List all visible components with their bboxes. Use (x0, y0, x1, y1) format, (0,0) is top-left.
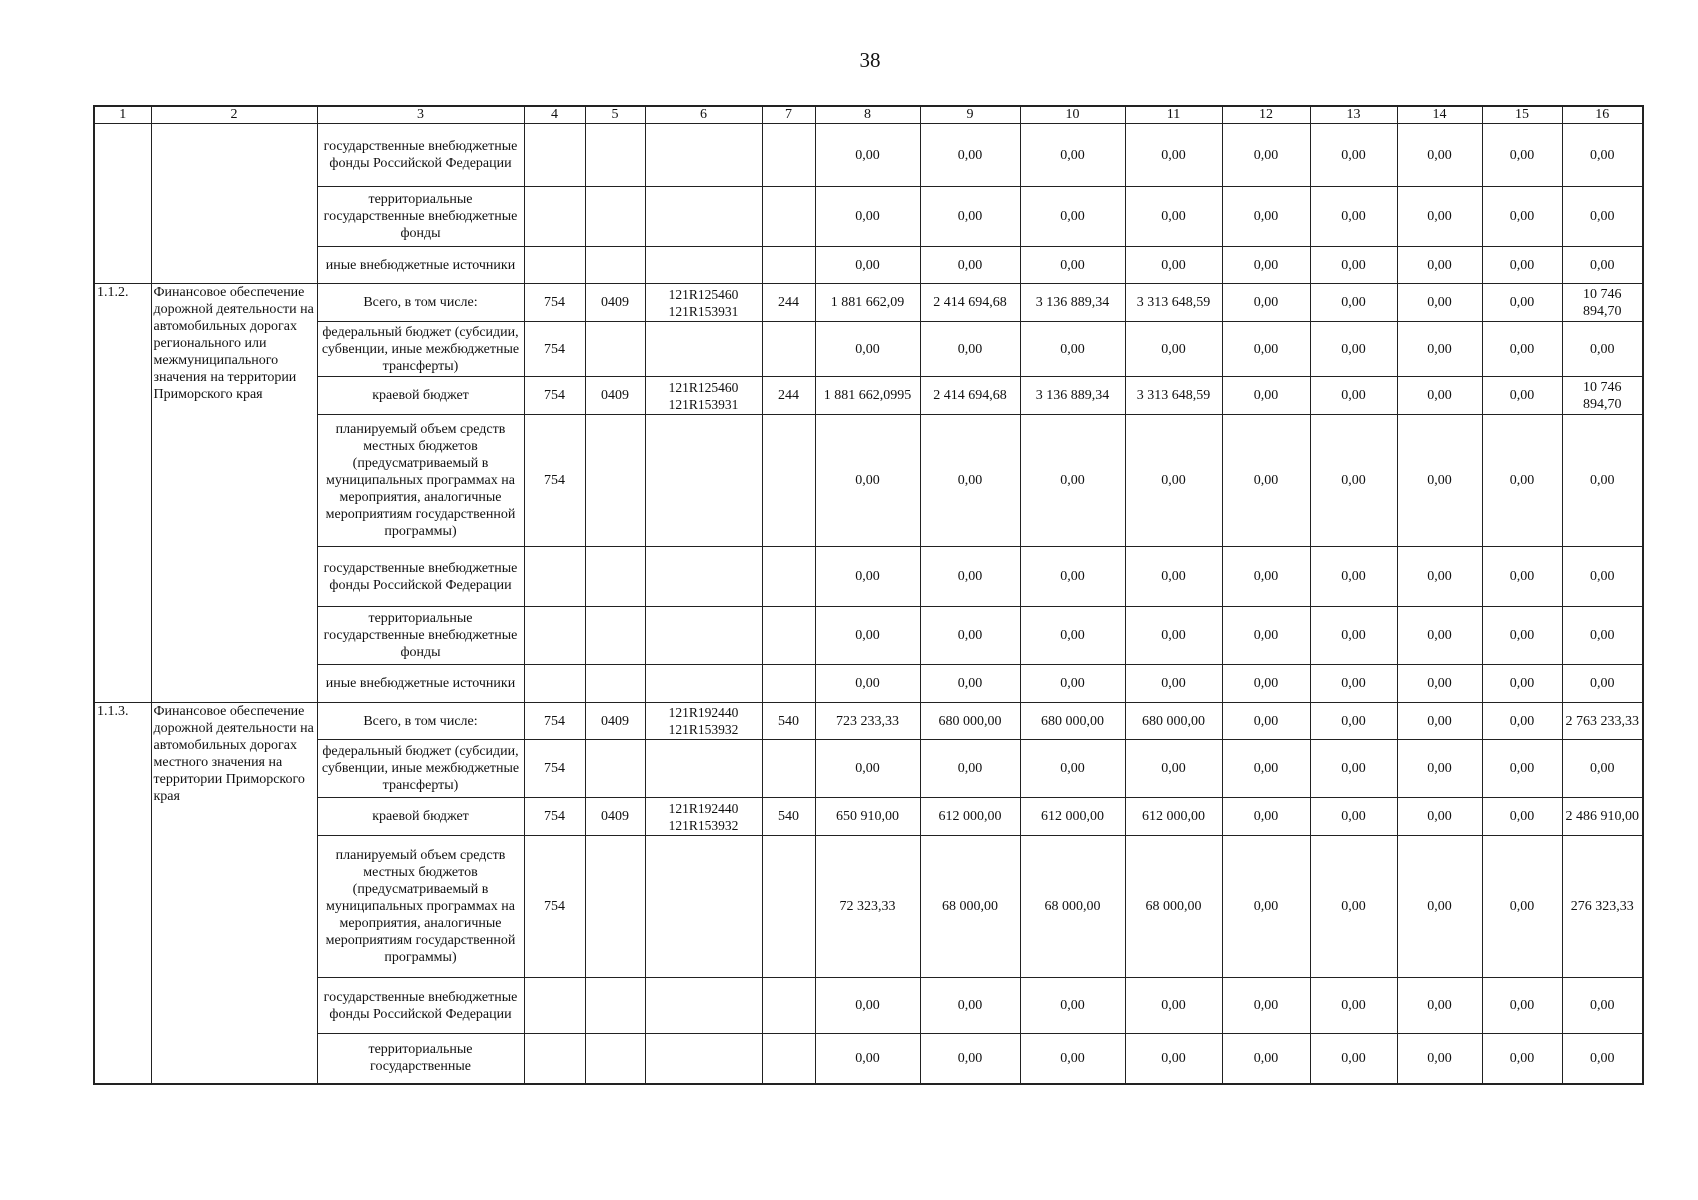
section-code (585, 1034, 645, 1084)
section-code (585, 665, 645, 703)
amount-cell: 0,00 (1482, 798, 1562, 836)
target-article-code (645, 1034, 762, 1084)
expense-type-code (762, 247, 815, 284)
amount-cell: 0,00 (1310, 740, 1397, 798)
section-code (585, 836, 645, 978)
expense-type-code (762, 187, 815, 247)
measure-name (151, 124, 317, 284)
amount-cell: 723 233,33 (815, 703, 920, 740)
amount-cell: 0,00 (920, 124, 1020, 187)
amount-cell: 0,00 (1562, 1034, 1643, 1084)
funding-source: территориальные государственные (317, 1034, 524, 1084)
amount-cell: 0,00 (1222, 377, 1310, 415)
measure-id (94, 124, 151, 284)
section-code (585, 124, 645, 187)
amount-cell: 0,00 (1020, 740, 1125, 798)
funding-source: краевой бюджет (317, 377, 524, 415)
funding-source: планируемый объем средств местных бюджетов (предусматриваемый в муниципальных программах на мероприятия, аналогичные мероприятиям государственной программы) (317, 836, 524, 978)
funding-source: Всего, в том числе: (317, 703, 524, 740)
amount-cell: 0,00 (815, 415, 920, 547)
admin-code (524, 1034, 585, 1084)
amount-cell: 68 000,00 (920, 836, 1020, 978)
amount-cell: 0,00 (920, 547, 1020, 607)
table-row (94, 377, 1643, 415)
amount-cell: 0,00 (1222, 607, 1310, 665)
admin-code (524, 978, 585, 1034)
amount-cell: 3 313 648,59 (1125, 284, 1222, 322)
amount-cell: 0,00 (1222, 124, 1310, 187)
amount-cell: 680 000,00 (1125, 703, 1222, 740)
amount-cell: 0,00 (1125, 665, 1222, 703)
admin-code: 754 (524, 284, 585, 322)
amount-cell: 0,00 (1310, 1034, 1397, 1084)
table-row (94, 978, 1643, 1034)
table-row (94, 740, 1643, 798)
expense-type-code: 540 (762, 798, 815, 836)
amount-cell: 3 313 648,59 (1125, 377, 1222, 415)
expense-type-code: 540 (762, 703, 815, 740)
amount-cell: 0,00 (1397, 703, 1482, 740)
amount-cell: 0,00 (1310, 547, 1397, 607)
funding-source: территориальные государственные внебюджетные фонды (317, 187, 524, 247)
amount-cell: 0,00 (920, 607, 1020, 665)
amount-cell: 0,00 (1125, 740, 1222, 798)
amount-cell: 0,00 (1482, 703, 1562, 740)
amount-cell: 0,00 (1397, 547, 1482, 607)
target-article-code: 121R125460 121R153931 (645, 377, 762, 415)
amount-cell: 0,00 (1310, 415, 1397, 547)
target-article-code (645, 547, 762, 607)
amount-cell: 0,00 (815, 665, 920, 703)
table-row (94, 284, 1643, 322)
column-header: 2 (151, 106, 317, 124)
amount-cell: 0,00 (1310, 124, 1397, 187)
section-code: 0409 (585, 798, 645, 836)
amount-cell: 0,00 (1020, 415, 1125, 547)
target-article-code (645, 740, 762, 798)
funding-source: иные внебюджетные источники (317, 247, 524, 284)
target-article-code (645, 322, 762, 377)
funding-source: иные внебюджетные источники (317, 665, 524, 703)
amount-cell: 0,00 (1020, 547, 1125, 607)
funding-source: Всего, в том числе: (317, 284, 524, 322)
section-code (585, 415, 645, 547)
amount-cell: 0,00 (1222, 703, 1310, 740)
amount-cell: 0,00 (1310, 703, 1397, 740)
measure-name: Финансовое обеспечение дорожной деятельности на автомобильных дорогах регионального или межмуниципального значения на территории Приморского края (151, 284, 317, 703)
amount-cell: 0,00 (1397, 284, 1482, 322)
amount-cell: 0,00 (920, 247, 1020, 284)
section-code: 0409 (585, 284, 645, 322)
amount-cell: 0,00 (1310, 665, 1397, 703)
expense-type-code (762, 607, 815, 665)
amount-cell: 0,00 (1125, 322, 1222, 377)
amount-cell: 0,00 (1482, 836, 1562, 978)
column-header: 14 (1397, 106, 1482, 124)
funding-source: планируемый объем средств местных бюджетов (предусматриваемый в муниципальных программах на мероприятия, аналогичные мероприятиям государственной программы) (317, 415, 524, 547)
admin-code: 754 (524, 322, 585, 377)
budget-table (93, 105, 1644, 1085)
admin-code: 754 (524, 703, 585, 740)
amount-cell: 680 000,00 (1020, 703, 1125, 740)
amount-cell: 0,00 (1562, 607, 1643, 665)
amount-cell: 2 486 910,00 (1562, 798, 1643, 836)
amount-cell: 0,00 (1310, 798, 1397, 836)
column-header: 9 (920, 106, 1020, 124)
amount-cell: 612 000,00 (1125, 798, 1222, 836)
target-article-code (645, 247, 762, 284)
amount-cell: 0,00 (1310, 836, 1397, 978)
amount-cell: 0,00 (1397, 377, 1482, 415)
amount-cell: 2 763 233,33 (1562, 703, 1643, 740)
table-row (94, 607, 1643, 665)
section-code (585, 187, 645, 247)
amount-cell: 0,00 (920, 415, 1020, 547)
amount-cell: 0,00 (1482, 187, 1562, 247)
funding-source: территориальные государственные внебюджетные фонды (317, 607, 524, 665)
measure-id: 1.1.3. (94, 703, 151, 1084)
amount-cell: 0,00 (1397, 124, 1482, 187)
amount-cell: 0,00 (1222, 415, 1310, 547)
table-row (94, 1034, 1643, 1084)
section-code (585, 322, 645, 377)
table-row (94, 124, 1643, 187)
amount-cell: 0,00 (1125, 187, 1222, 247)
amount-cell: 2 414 694,68 (920, 377, 1020, 415)
admin-code: 754 (524, 836, 585, 978)
admin-code: 754 (524, 377, 585, 415)
expense-type-code (762, 978, 815, 1034)
funding-source: государственные внебюджетные фонды Российской Федерации (317, 547, 524, 607)
amount-cell: 612 000,00 (920, 798, 1020, 836)
amount-cell: 2 414 694,68 (920, 284, 1020, 322)
amount-cell: 0,00 (1397, 322, 1482, 377)
amount-cell: 0,00 (1020, 247, 1125, 284)
expense-type-code: 244 (762, 377, 815, 415)
admin-code (524, 547, 585, 607)
amount-cell: 1 881 662,0995 (815, 377, 920, 415)
amount-cell: 0,00 (1397, 740, 1482, 798)
section-code (585, 607, 645, 665)
expense-type-code (762, 836, 815, 978)
amount-cell: 0,00 (1222, 665, 1310, 703)
section-code: 0409 (585, 703, 645, 740)
amount-cell: 0,00 (920, 978, 1020, 1034)
column-header: 1 (94, 106, 151, 124)
expense-type-code (762, 547, 815, 607)
amount-cell: 0,00 (1562, 740, 1643, 798)
expense-type-code (762, 322, 815, 377)
table-row (94, 187, 1643, 247)
funding-source: федеральный бюджет (субсидии, субвенции, иные межбюджетные трансферты) (317, 740, 524, 798)
amount-cell: 0,00 (1125, 415, 1222, 547)
amount-cell: 1 881 662,09 (815, 284, 920, 322)
amount-cell: 0,00 (1222, 740, 1310, 798)
amount-cell: 276 323,33 (1562, 836, 1643, 978)
amount-cell: 0,00 (1482, 547, 1562, 607)
admin-code: 754 (524, 740, 585, 798)
amount-cell: 612 000,00 (1020, 798, 1125, 836)
amount-cell: 0,00 (1397, 1034, 1482, 1084)
column-header: 10 (1020, 106, 1125, 124)
column-header: 13 (1310, 106, 1397, 124)
admin-code (524, 607, 585, 665)
admin-code: 754 (524, 798, 585, 836)
target-article-code (645, 836, 762, 978)
amount-cell: 0,00 (1310, 978, 1397, 1034)
target-article-code (645, 665, 762, 703)
table-row (94, 836, 1643, 978)
amount-cell: 0,00 (815, 247, 920, 284)
target-article-code (645, 187, 762, 247)
amount-cell: 0,00 (1310, 247, 1397, 284)
amount-cell: 0,00 (1482, 978, 1562, 1034)
column-header: 4 (524, 106, 585, 124)
column-header: 6 (645, 106, 762, 124)
target-article-code (645, 124, 762, 187)
amount-cell: 0,00 (1222, 187, 1310, 247)
table-row (94, 798, 1643, 836)
admin-code (524, 124, 585, 187)
amount-cell: 0,00 (1020, 978, 1125, 1034)
expense-type-code (762, 1034, 815, 1084)
section-code (585, 547, 645, 607)
amount-cell: 68 000,00 (1020, 836, 1125, 978)
target-article-code (645, 415, 762, 547)
table-row (94, 415, 1643, 547)
amount-cell: 0,00 (1562, 247, 1643, 284)
amount-cell: 0,00 (1482, 1034, 1562, 1084)
measure-name: Финансовое обеспечение дорожной деятельности на автомобильных дорогах местного значения на территории Приморского края (151, 703, 317, 1084)
amount-cell: 0,00 (815, 1034, 920, 1084)
amount-cell: 0,00 (1482, 607, 1562, 665)
amount-cell: 72 323,33 (815, 836, 920, 978)
admin-code: 754 (524, 415, 585, 547)
amount-cell: 0,00 (1482, 740, 1562, 798)
amount-cell: 0,00 (920, 322, 1020, 377)
amount-cell: 0,00 (1222, 1034, 1310, 1084)
amount-cell: 0,00 (1222, 322, 1310, 377)
amount-cell: 0,00 (1125, 247, 1222, 284)
table-row (94, 247, 1643, 284)
amount-cell: 0,00 (1397, 978, 1482, 1034)
amount-cell: 0,00 (815, 547, 920, 607)
table-row (94, 703, 1643, 740)
amount-cell: 0,00 (1020, 1034, 1125, 1084)
amount-cell: 0,00 (920, 187, 1020, 247)
amount-cell: 0,00 (1562, 665, 1643, 703)
expense-type-code (762, 124, 815, 187)
column-header: 12 (1222, 106, 1310, 124)
amount-cell: 68 000,00 (1125, 836, 1222, 978)
table-row (94, 322, 1643, 377)
amount-cell: 680 000,00 (920, 703, 1020, 740)
amount-cell: 0,00 (1562, 547, 1643, 607)
amount-cell: 0,00 (1482, 377, 1562, 415)
amount-cell: 0,00 (920, 665, 1020, 703)
amount-cell: 0,00 (1125, 978, 1222, 1034)
amount-cell: 0,00 (1222, 798, 1310, 836)
section-code: 0409 (585, 377, 645, 415)
amount-cell: 0,00 (1125, 124, 1222, 187)
amount-cell: 0,00 (1482, 124, 1562, 187)
amount-cell: 0,00 (1020, 665, 1125, 703)
amount-cell: 0,00 (920, 1034, 1020, 1084)
funding-source: федеральный бюджет (субсидии, субвенции, иные межбюджетные трансферты) (317, 322, 524, 377)
amount-cell: 10 746 894,70 (1562, 377, 1643, 415)
amount-cell: 0,00 (1222, 284, 1310, 322)
column-header: 11 (1125, 106, 1222, 124)
expense-type-code (762, 740, 815, 798)
amount-cell: 0,00 (1310, 377, 1397, 415)
target-article-code (645, 978, 762, 1034)
amount-cell: 0,00 (1482, 665, 1562, 703)
expense-type-code: 244 (762, 284, 815, 322)
amount-cell: 3 136 889,34 (1020, 284, 1125, 322)
expense-type-code (762, 415, 815, 547)
target-article-code: 121R192440 121R153932 (645, 703, 762, 740)
admin-code (524, 187, 585, 247)
admin-code (524, 665, 585, 703)
amount-cell: 0,00 (1222, 978, 1310, 1034)
amount-cell: 0,00 (1482, 322, 1562, 377)
column-header: 15 (1482, 106, 1562, 124)
amount-cell: 0,00 (1397, 187, 1482, 247)
expense-type-code (762, 665, 815, 703)
measure-id: 1.1.2. (94, 284, 151, 703)
section-code (585, 978, 645, 1034)
amount-cell: 0,00 (815, 322, 920, 377)
target-article-code: 121R192440 121R153932 (645, 798, 762, 836)
column-header: 16 (1562, 106, 1643, 124)
target-article-code: 121R125460 121R153931 (645, 284, 762, 322)
admin-code (524, 247, 585, 284)
amount-cell: 0,00 (815, 607, 920, 665)
amount-cell: 0,00 (1020, 124, 1125, 187)
amount-cell: 0,00 (1562, 124, 1643, 187)
amount-cell: 0,00 (815, 187, 920, 247)
amount-cell: 0,00 (1562, 322, 1643, 377)
section-code (585, 740, 645, 798)
section-code (585, 247, 645, 284)
funding-source: государственные внебюджетные фонды Российской Федерации (317, 124, 524, 187)
amount-cell: 0,00 (815, 740, 920, 798)
amount-cell: 0,00 (1397, 665, 1482, 703)
amount-cell: 0,00 (1397, 836, 1482, 978)
amount-cell: 0,00 (1310, 187, 1397, 247)
amount-cell: 0,00 (1482, 415, 1562, 547)
amount-cell: 0,00 (1562, 978, 1643, 1034)
amount-cell: 0,00 (1562, 415, 1643, 547)
column-header-row (94, 106, 1643, 124)
amount-cell: 0,00 (1310, 607, 1397, 665)
amount-cell: 0,00 (1310, 284, 1397, 322)
table-row (94, 547, 1643, 607)
column-header: 7 (762, 106, 815, 124)
amount-cell: 0,00 (1222, 547, 1310, 607)
amount-cell: 10 746 894,70 (1562, 284, 1643, 322)
amount-cell: 0,00 (1125, 1034, 1222, 1084)
amount-cell: 0,00 (1482, 247, 1562, 284)
amount-cell: 650 910,00 (815, 798, 920, 836)
amount-cell: 0,00 (1310, 322, 1397, 377)
amount-cell: 0,00 (1020, 322, 1125, 377)
amount-cell: 0,00 (1020, 187, 1125, 247)
amount-cell: 3 136 889,34 (1020, 377, 1125, 415)
amount-cell: 0,00 (815, 978, 920, 1034)
target-article-code (645, 607, 762, 665)
column-header: 8 (815, 106, 920, 124)
funding-source: государственные внебюджетные фонды Российской Федерации (317, 978, 524, 1034)
amount-cell: 0,00 (1397, 607, 1482, 665)
amount-cell: 0,00 (1222, 247, 1310, 284)
amount-cell: 0,00 (1222, 836, 1310, 978)
amount-cell: 0,00 (1125, 607, 1222, 665)
amount-cell: 0,00 (1562, 187, 1643, 247)
amount-cell: 0,00 (1482, 284, 1562, 322)
column-header: 5 (585, 106, 645, 124)
funding-source: краевой бюджет (317, 798, 524, 836)
amount-cell: 0,00 (1397, 798, 1482, 836)
page-number: 38 (859, 48, 881, 72)
table-row (94, 665, 1643, 703)
amount-cell: 0,00 (815, 124, 920, 187)
amount-cell: 0,00 (1397, 415, 1482, 547)
amount-cell: 0,00 (1397, 247, 1482, 284)
amount-cell: 0,00 (1125, 547, 1222, 607)
amount-cell: 0,00 (1020, 607, 1125, 665)
column-header: 3 (317, 106, 524, 124)
amount-cell: 0,00 (920, 740, 1020, 798)
